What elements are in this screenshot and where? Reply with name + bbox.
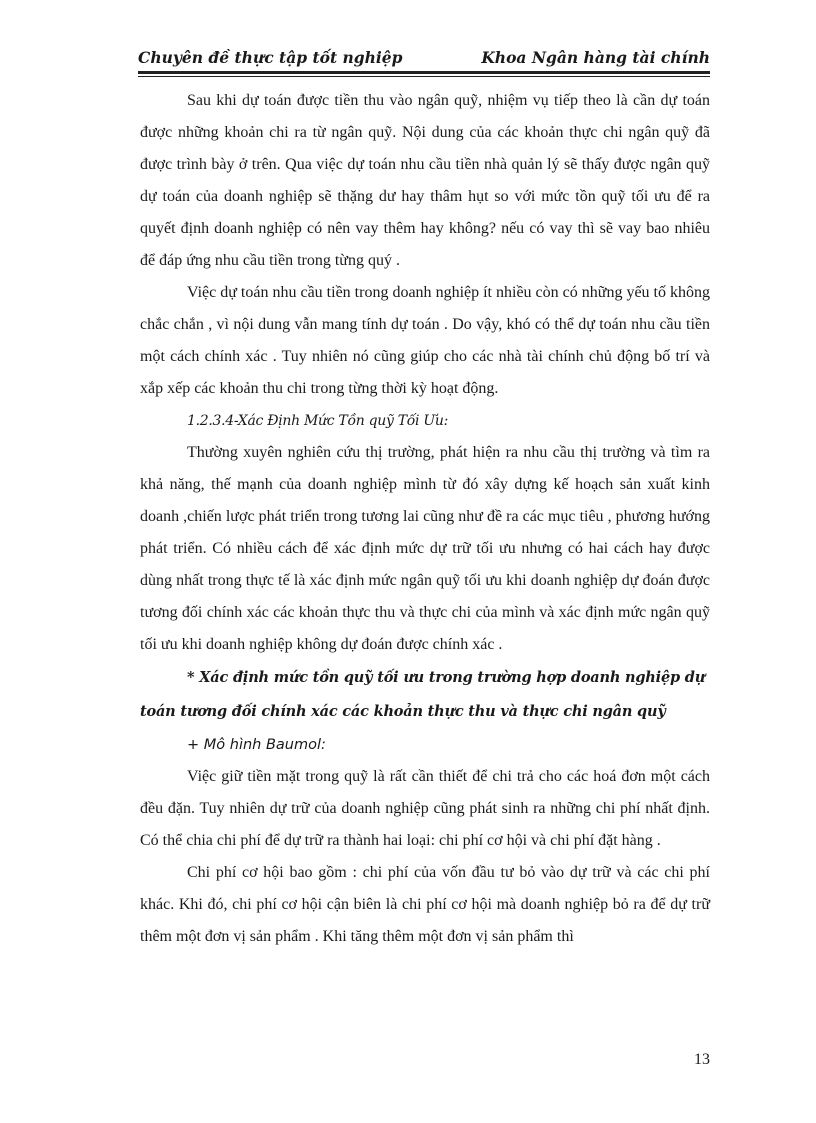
paragraph: Việc giữ tiền mặt trong quỹ là rất cần thiết để chi trả cho các hoá đơn một cách đều đặn. Tuy nhiên dự trữ của doanh nghiệp cũng phát sinh ra những chi phí nhất định. Có thể chia chi phí để dự trữ ra thành hai loại: chi phí cơ hội và chi phí đặt hàng .: [140, 768, 710, 849]
header-rule-thin: [138, 76, 710, 77]
page-body: [140, 85, 710, 953]
header-rule: [138, 71, 710, 74]
subheading: * Xác định mức tồn quỹ tối ưu trong trường hợp doanh nghiệp dự toán tương đối chính xác các khoản thực thu và thực chi ngân quỹ: [140, 669, 706, 720]
model-label: + Mô hình Baumol:: [187, 737, 326, 753]
header-document-title: Chuyên đề thực tập tốt nghiệp: [138, 48, 403, 67]
page-header: [138, 48, 710, 72]
header-department: Khoa Ngân hàng tài chính: [481, 48, 710, 67]
paragraph: Thường xuyên nghiên cứu thị trường, phát hiện ra nhu cầu thị trường và tìm ra khả năng, thế mạnh của doanh nghiệp mình từ đó xây dựng kế hoạch sản xuất kinh doanh ,chiến lược phát triển trong tương lai cũng như đề ra các mục tiêu , phương hướng phát triển. Có nhiều cách để xác định mức dự trữ tối ưu nhưng có hai cách hay được dùng nhất trong thực tế là xác định mức ngân quỹ tối ưu khi doanh nghiệp dự đoán được tương đối chính xác các khoản thực thu và thực chi của mình và xác định mức ngân quỹ tối ưu khi doanh nghiệp không dự đoán được chính xác .: [140, 444, 710, 653]
paragraph: Chi phí cơ hội bao gồm : chi phí của vốn đầu tư bỏ vào dự trữ và các chi phí khác. Khi đó, chi phí cơ hội cận biên là chi phí cơ hội mà doanh nghiệp bỏ ra để dự trữ thêm một đơn vị sản phẩm . Khi tăng thêm một đơn vị sản phẩm thì: [140, 864, 710, 945]
page-number: 13: [694, 1051, 710, 1068]
section-heading: 1.2.3.4-Xác Định Mức Tồn quỹ Tối Ưu:: [187, 413, 448, 429]
paragraph: Sau khi dự toán được tiền thu vào ngân quỹ, nhiệm vụ tiếp theo là cần dự toán được những khoản chi ra từ ngân quỹ. Nội dung của các khoản thực chi ngân quỹ đã được trình bày ở trên. Qua việc dự toán nhu cầu tiền nhà quản lý sẽ thấy được ngân quỹ dự toán của doanh nghiệp sẽ thặng dư hay thâm hụt so với mức tồn quỹ tối ưu để ra quyết định doanh nghiệp có nên vay thêm hay không? nếu có vay thì sẽ vay bao nhiêu để đáp ứng nhu cầu tiền trong từng quý .: [140, 92, 710, 269]
paragraph: Việc dự toán nhu cầu tiền trong doanh nghiệp ít nhiều còn có những yếu tố không chắc chắn , vì nội dung vẫn mang tính dự toán . Do vậy, khó có thể dự toán nhu cầu tiền một cách chính xác . Tuy nhiên nó cũng giúp cho các nhà tài chính chủ động bố trí và xắp xếp các khoản thu chi trong từng thời kỳ hoạt động.: [140, 284, 710, 397]
